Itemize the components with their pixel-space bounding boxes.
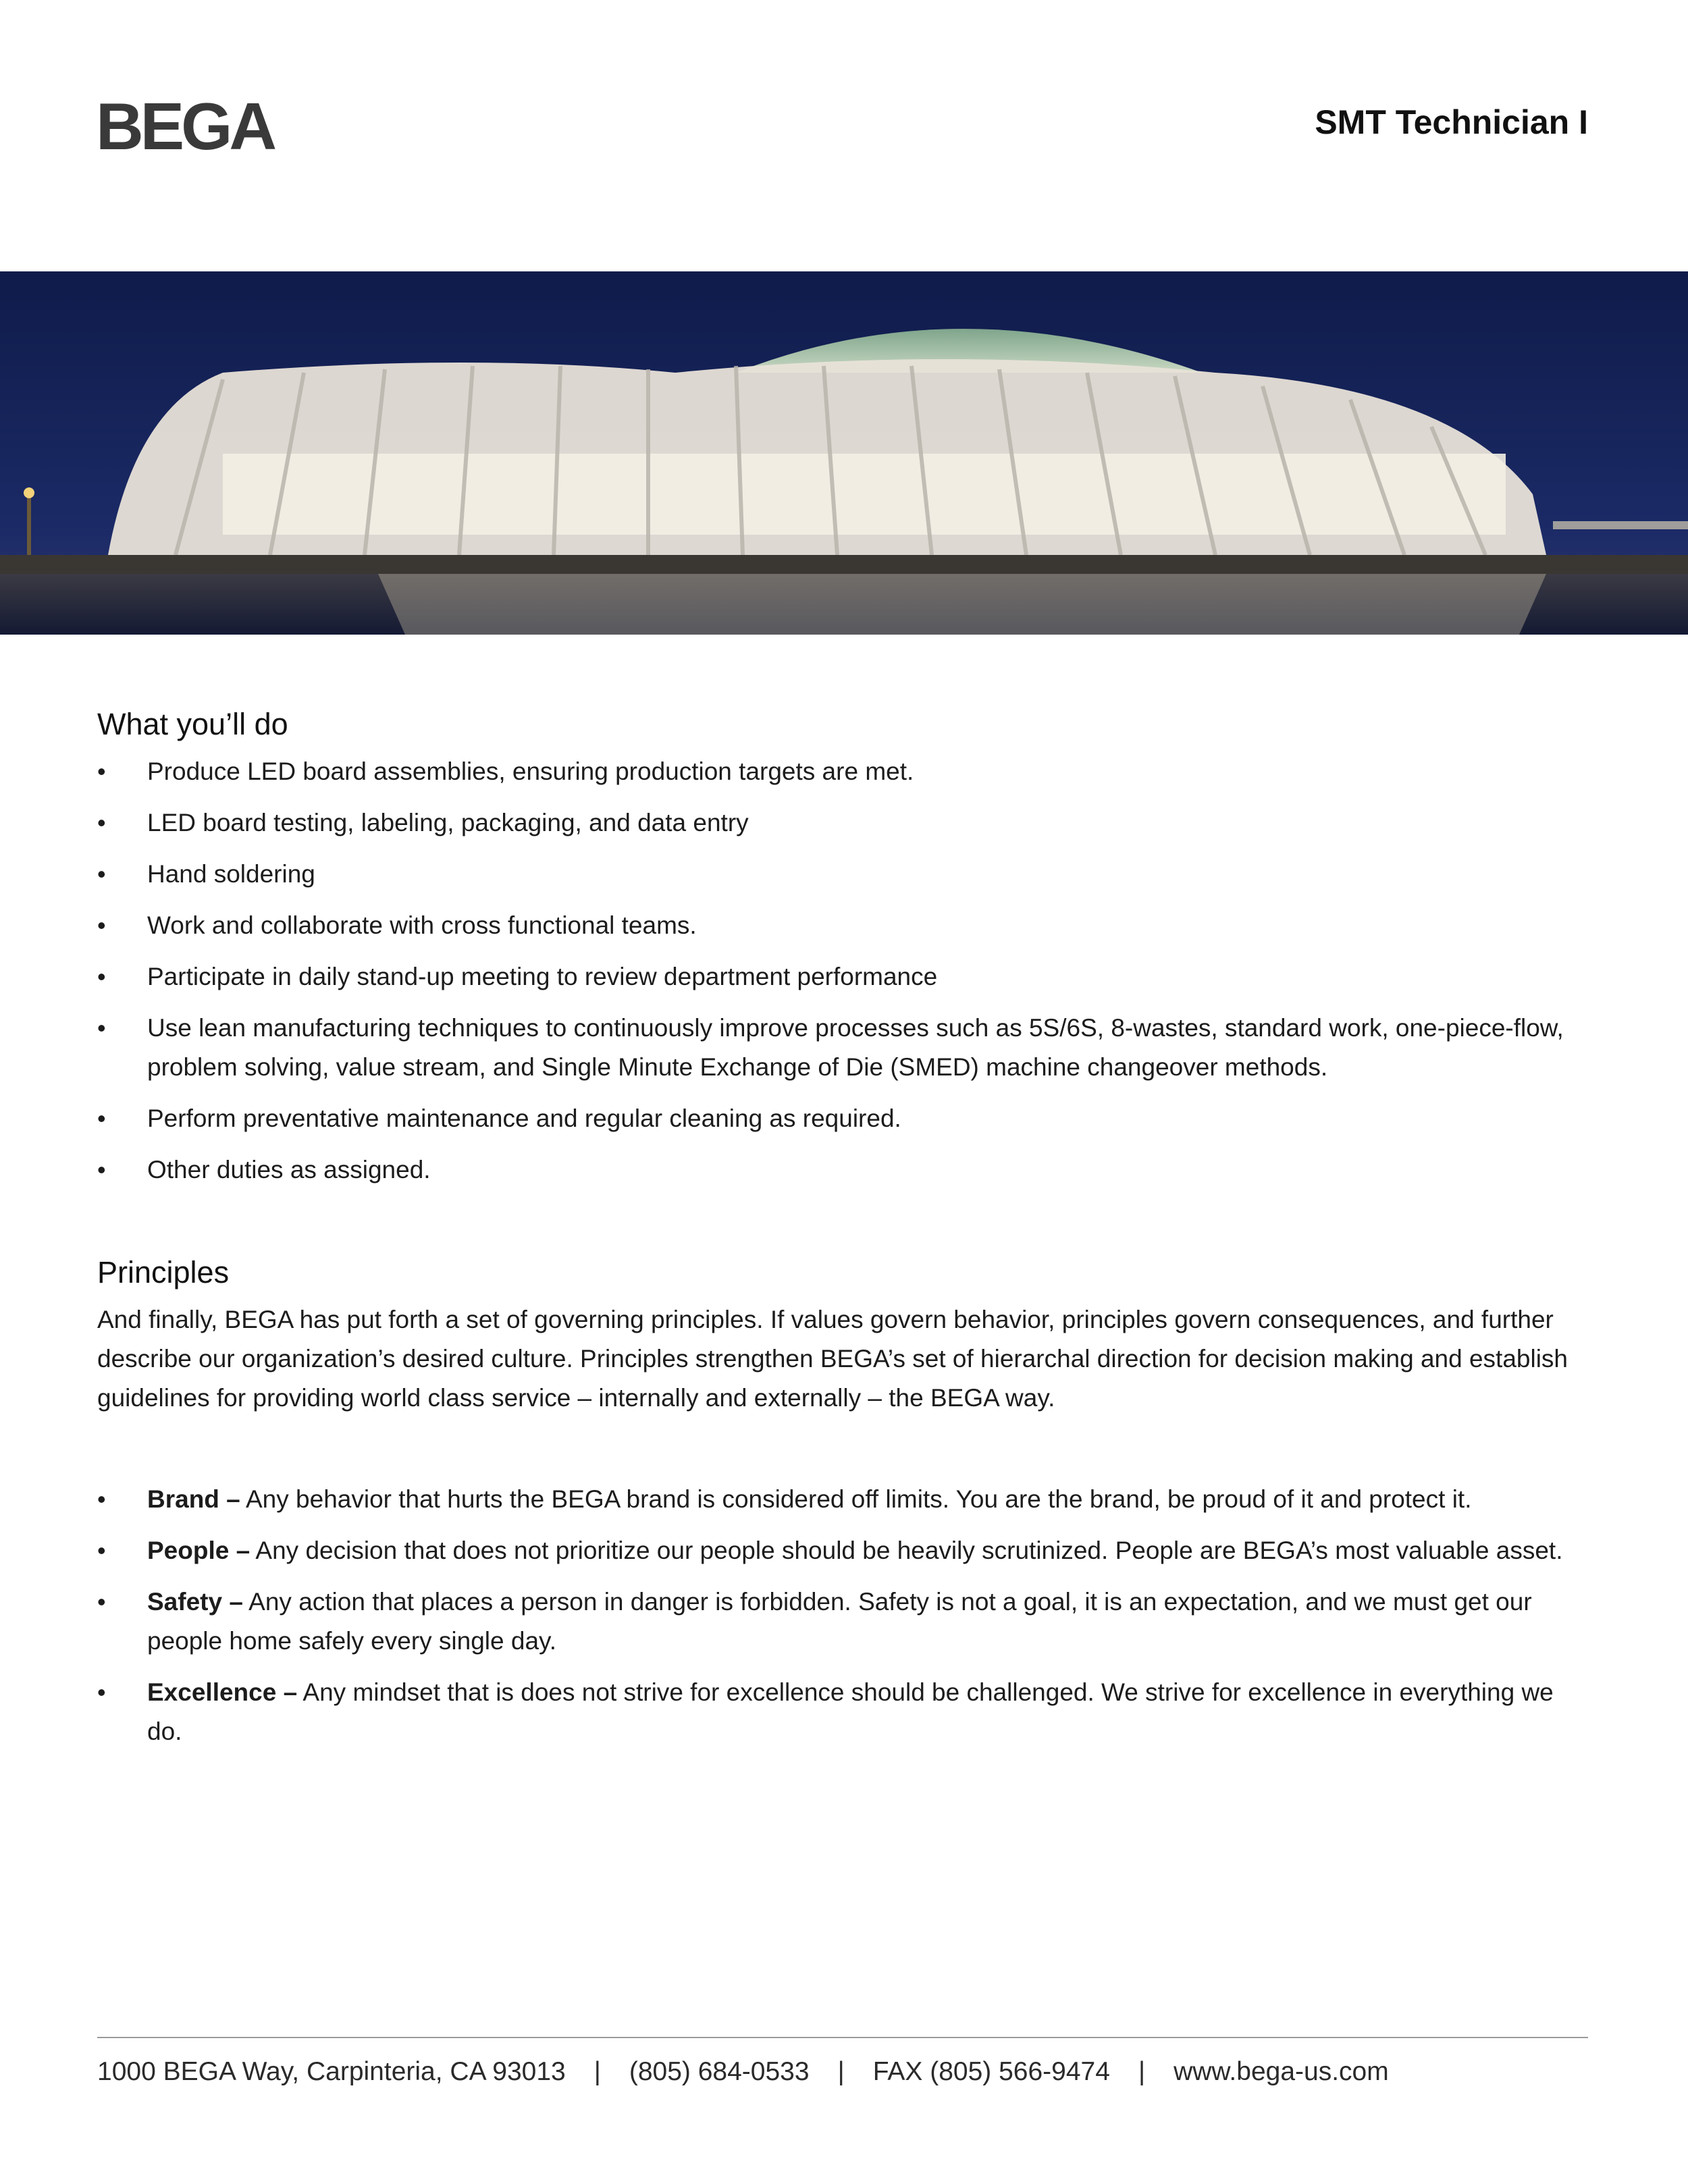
footer-contact <box>97 2056 1389 2088</box>
bullet-icon: • <box>97 911 106 939</box>
list-item <box>97 855 1593 894</box>
footer-phone: (805) 684-0533 <box>629 2057 810 2086</box>
principles-list <box>97 1480 1593 1751</box>
principle-text: Any mindset that is does not strive for excellence should be challenged. We strive for excellence in everything we do. <box>147 1678 1554 1745</box>
principle-label: Brand – <box>147 1485 240 1513</box>
duties-section <box>97 706 1593 1202</box>
list-item <box>97 1150 1593 1190</box>
footer-fax: FAX (805) 566-9474 <box>872 2057 1110 2086</box>
list-item <box>97 906 1593 945</box>
list-item <box>97 1673 1593 1751</box>
job-title: SMT Technician I <box>1315 103 1588 141</box>
principles-intro: And finally, BEGA has put forth a set of governing principles. If values govern behavior, principles govern consequences, and further describe our organization’s desired culture. Principles strengthen BEGA’s set of hierarchal direction for decision making and establish guidelines for providing world class service – internally and externally – the BEGA way. <box>97 1306 1568 1412</box>
principle-text: Any action that places a person in danger is forbidden. Safety is not a goal, it is an expectation, and we must get our people home safely every single day. <box>147 1588 1532 1655</box>
duty-text: Produce LED board assemblies, ensuring production targets are met. <box>147 757 914 785</box>
footer-divider <box>97 2037 1588 2038</box>
bullet-icon: • <box>97 757 106 785</box>
duties-list <box>97 752 1593 1190</box>
principle-label: Excellence – <box>147 1678 298 1706</box>
duty-text: Other duties as assigned. <box>147 1156 431 1183</box>
principles-heading: Principles <box>97 1255 230 1289</box>
list-item <box>97 1480 1593 1519</box>
bullet-icon: • <box>97 1014 106 1042</box>
duty-text: LED board testing, labeling, packaging, and data entry <box>147 809 749 836</box>
footer-address: 1000 BEGA Way, Carpinteria, CA 93013 <box>97 2057 566 2086</box>
bullet-icon: • <box>97 1678 106 1706</box>
duty-text: Work and collaborate with cross functional teams. <box>147 911 697 939</box>
bullet-icon: • <box>97 1588 106 1616</box>
hero-building-photo <box>0 271 1688 635</box>
bullet-icon: • <box>97 1156 106 1183</box>
bullet-icon: • <box>97 1104 106 1132</box>
list-item <box>97 1009 1593 1087</box>
principles-section <box>97 1254 1593 1763</box>
list-item <box>97 1531 1593 1570</box>
duty-text: Perform preventative maintenance and regular cleaning as required. <box>147 1104 901 1132</box>
principle-label: People – <box>147 1537 250 1564</box>
bullet-icon: • <box>97 809 106 836</box>
footer-separator: | <box>837 2057 845 2086</box>
bullet-icon: • <box>97 1537 106 1564</box>
list-item <box>97 752 1593 791</box>
bullet-icon: • <box>97 963 106 990</box>
principle-text: Any behavior that hurts the BEGA brand is considered off limits. You are the brand, be proud of it and protect it. <box>240 1485 1472 1513</box>
footer-separator: | <box>594 2057 601 2086</box>
duties-heading: What you’ll do <box>97 707 288 741</box>
list-item <box>97 1099 1593 1138</box>
duty-text: Use lean manufacturing techniques to continuously improve processes such as 5S/6S, 8-wastes, standard work, one-piece-flow, problem solving, value stream, and Single Minute Exchange of Die (SMED) machine changeover methods. <box>147 1014 1564 1081</box>
list-item <box>97 1582 1593 1661</box>
list-item <box>97 957 1593 996</box>
list-item <box>97 803 1593 843</box>
bega-logo: BEGA <box>96 89 274 163</box>
principle-text: Any decision that does not prioritize our people should be heavily scrutinized. People are BEGA’s most valuable asset. <box>250 1537 1563 1564</box>
principle-label: Safety – <box>147 1588 243 1616</box>
duty-text: Hand soldering <box>147 860 315 888</box>
duty-text: Participate in daily stand-up meeting to review department performance <box>147 963 938 990</box>
footer-website-link[interactable]: www.bega-us.com <box>1173 2057 1389 2086</box>
footer-separator: | <box>1138 2057 1146 2086</box>
bullet-icon: • <box>97 860 106 888</box>
bullet-icon: • <box>97 1485 106 1513</box>
